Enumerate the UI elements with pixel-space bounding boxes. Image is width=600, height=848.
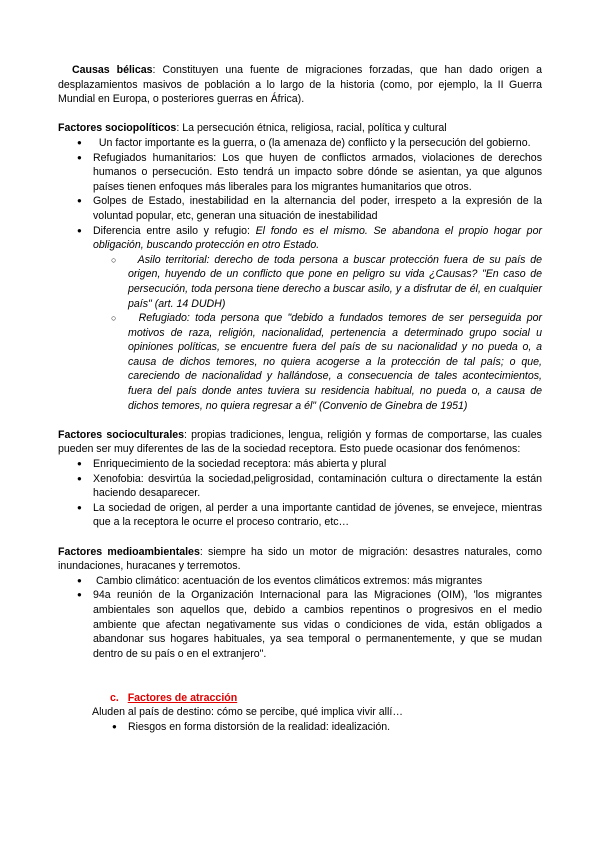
bullet-icon: ● xyxy=(77,459,82,469)
list-item: ● Un factor importante es la guerra, o (la amenaza de) conflicto y la persecución del gobierno. xyxy=(77,136,531,149)
list-item: ● Cambio climático: acentuación de los eventos climáticos extremos: más migrantes xyxy=(77,574,483,587)
medioambientales-list xyxy=(58,574,542,662)
atraccion-intro: Aluden al país de destino: cómo se percibe, qué implica vivir allí… xyxy=(92,706,403,719)
atraccion-heading xyxy=(58,691,542,706)
document-page xyxy=(58,63,542,734)
bullet-icon: ● xyxy=(77,590,82,600)
bullet-icon: ● xyxy=(77,502,82,512)
list-item: ● Riesgos en forma distorsión de la realidad: idealización. xyxy=(112,720,391,733)
sociopoliticos-list xyxy=(58,136,542,413)
list-item: ● Refugiados humanitarios: Los que huyen de conflictos armados, violaciones de derechos humanos o persecución. Esto tendrá un impacto sobre dónde se asientan, ya que algunos países tienen enfoques más liberales para los migrantes humanitarios que otros. xyxy=(77,151,542,193)
atraccion-title: Factores de atracción xyxy=(127,691,238,704)
atraccion-letter: c. xyxy=(110,691,119,704)
circle-bullet-icon: ○ xyxy=(111,313,117,324)
socioculturales-label: Factores socioculturales xyxy=(58,428,185,441)
list-item xyxy=(77,224,543,414)
atraccion-list xyxy=(58,720,542,735)
bullet-icon: ● xyxy=(77,473,82,483)
bullet-icon: ● xyxy=(77,225,82,235)
medioambientales-text: : siempre ha sido un motor de migración: desastres naturales, como inundaciones, huracanes y terremotos. xyxy=(58,545,542,573)
sociopoliticos-label: Factores sociopolíticos xyxy=(58,122,177,135)
bullet-icon: ● xyxy=(77,137,82,147)
medioambientales-label: Factores medioambientales xyxy=(58,545,200,558)
bullet-icon: ● xyxy=(77,152,82,162)
list-item: ● 94a reunión de la Organización Internacional para las Migraciones (OIM), 'los migrantes ambientales son aquellos que, debido a cambios repentinos o progresivos en el medio ambiente que afectan negativamente sus vidas o condiciones de vida, están obligados a abandonar sus hogares habituales, ya sea temporal o permanentemente, y que se mudan dentro de su país o en el extranjero". xyxy=(77,589,542,660)
list-item: ● Golpes de Estado, inestabilidad en la alternancia del poder, irrespeto a la expresión de la voluntad popular, etc, generan una situación de inestabilidad xyxy=(77,195,542,222)
list-item: ● Xenofobia: desvirtúa la sociedad,peligrosidad, contaminación cultura o directamente la están haciendo desaparecer. xyxy=(77,472,542,500)
bullet-icon: ● xyxy=(77,575,82,585)
sub-list-item: ○ Asilo territorial: derecho de toda persona a buscar protección fuera de su país de origen, huyendo de un conflicto que pone en peligro su vida ¿Causas? "En caso de persecución, toda persona tiene derecho a buscar asilo, y a disfrutar de él, en cualquier país" (art. 14 DUDH) xyxy=(111,253,542,310)
sociopoliticos-text: : La persecución étnica, religiosa, racial, política y cultural xyxy=(176,122,447,135)
list-item: ● La sociedad de origen, al perder a una importante cantidad de jóvenes, se envejece, mientras que a la receptora le ocurre el proceso contrario, etc… xyxy=(77,501,542,529)
asilo-italic: El fondo es el mismo. Se abandona el propio hogar por obligación, buscando protección en otro Estado. xyxy=(93,224,542,252)
sub-list-item: ○ Refugiado: toda persona que "debido a fundados temores de ser perseguida por motivos de raza, religión, nacionalidad, pertenencia a determinado grupo social u opiniones políticas, se encuentre fuera del país de su nacionalidad y no pueda o, a causa de dichos temores, no quiera acogerse a la protección de tal país; o que, careciendo de nacionalidad y hallándose, a consecuencia de tales acontecimientos, fuera del país donde antes tuviera su residencia habitual, no pueda o, a causa de dichos temores, no quiera regresar a él" (Convenio de Ginebra de 1951) xyxy=(111,312,543,412)
asilo-sublist xyxy=(93,253,542,414)
asilo-lead: Diferencia entre asilo y refugio: xyxy=(93,224,256,237)
causas-belicas-text: : Constituyen una fuente de migraciones forzadas, que han dado origen a desplazamientos masivos de población a lo largo de la historia (como, por ejemplo, la II Guerra Mundial en Europa, o posteriores guerras en África). xyxy=(58,64,542,106)
circle-bullet-icon: ○ xyxy=(111,254,117,265)
causas-belicas-paragraph xyxy=(58,63,542,107)
socioculturales-heading xyxy=(58,428,542,457)
causas-belicas-label: Causas bélicas xyxy=(71,64,153,76)
list-item: ● Enriquecimiento de la sociedad receptora: más abierta y plural xyxy=(77,458,387,471)
socioculturales-list xyxy=(58,457,542,530)
bullet-icon: ● xyxy=(112,721,117,731)
sociopoliticos-heading xyxy=(58,121,542,136)
bullet-icon: ● xyxy=(77,196,82,206)
socioculturales-text: : propias tradiciones, lengua, religión y formas de comportarse, las cuales pueden ser muy diferentes de las de la sociedad receptora. Esto puede ocasionar dos fenómenos: xyxy=(58,428,542,456)
medioambientales-heading xyxy=(58,545,542,574)
